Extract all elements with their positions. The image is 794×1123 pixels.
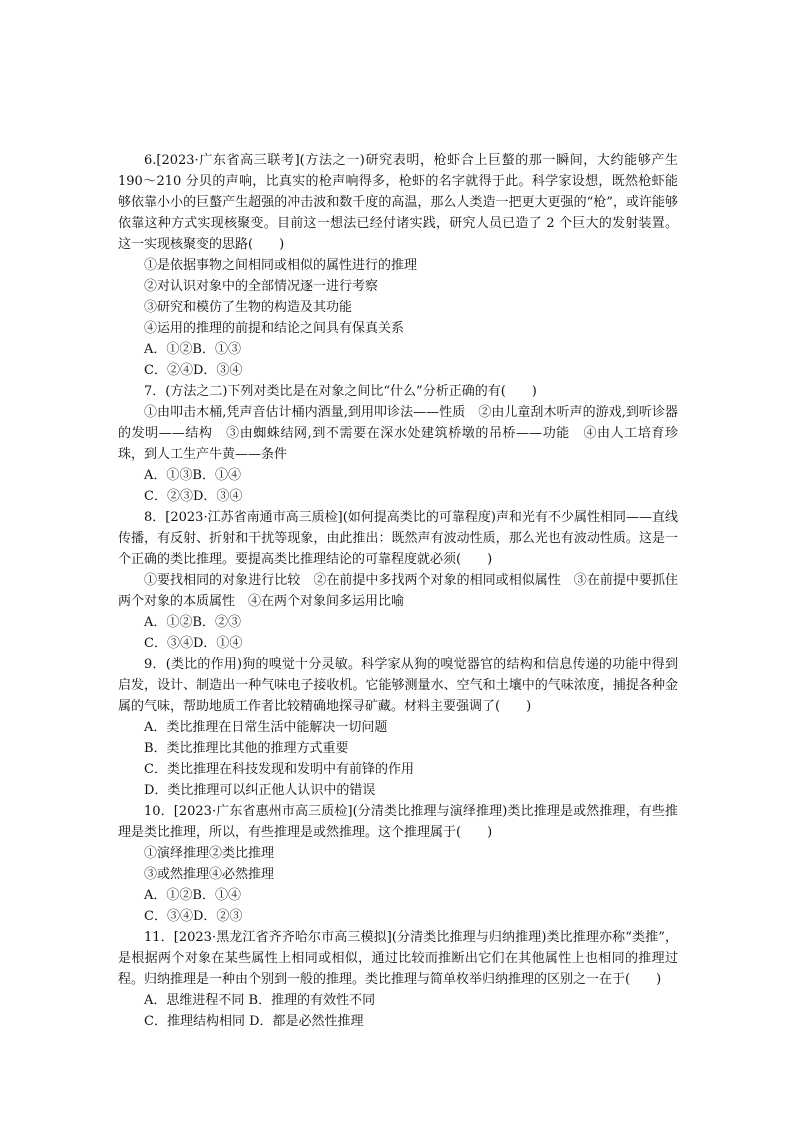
- answer-options: C．②③D．③④: [144, 489, 243, 504]
- statement-item: ②对认识对象中的全部情况逐一进行考察: [144, 279, 379, 294]
- answer-option: D．类比推理可以纠正他人认识中的错误: [144, 783, 376, 798]
- document-page: [118, 150, 678, 1032]
- answer-options: A．①②B．②③: [144, 615, 241, 630]
- answer-options: C．③④D．①④: [144, 636, 243, 651]
- question-6: [118, 150, 678, 381]
- question-9: [118, 654, 678, 801]
- answer-option: B．类比推理比其他的推理方式重要: [144, 741, 349, 756]
- answer-options: A．①②B．①④: [144, 888, 241, 903]
- statement-item: ④运用的推理的前提和结论之间具有保真关系: [144, 321, 405, 336]
- question-8: [118, 507, 678, 654]
- answer-options: A．①②B．①③: [144, 342, 241, 357]
- answer-options: A．思维进程不同 B．推理的有效性不同: [144, 993, 376, 1008]
- answer-options: C．②④D．③④: [144, 363, 243, 378]
- question-stem: 11．[2023·黑龙江省齐齐哈尔市高三模拟](分清类比推理与归纳推理)类比推理亦称“类推”，是根据两个对象在某些属性上相同或相似，通过比较而推断出它们在其他属性上也相同的推理过程。归纳推理是一种由个别到一般的推理。类比推理与简单枚举归纳推理的区别之一在于( ): [118, 930, 678, 987]
- statement-item: ③或然推理④必然推理: [144, 867, 275, 882]
- statement-paragraph: ①要找相同的对象进行比较 ②在前提中多找两个对象的相同或相似属性 ③在前提中要抓住两个对象的本质属性 ④在两个对象间多运用比喻: [118, 573, 678, 609]
- question-stem: 8．[2023·江苏省南通市高三质检](如何提高类比的可靠程度)声和光有不少属性相同——直线传播，有反射、折射和干扰等现象，由此推出：既然声有波动性质，那么光也有波动性质。这是一个正确的类比推理。要提高类比推理结论的可靠程度就必须( ): [118, 510, 678, 567]
- question-10: [118, 801, 678, 927]
- question-7: [118, 381, 678, 507]
- statement-item: ③研究和模仿了生物的构造及其功能: [144, 300, 353, 315]
- answer-options: A．①③B．①④: [144, 468, 241, 483]
- question-stem: 7．(方法之二)下列对类比是在对象之间比“什么”分析正确的有( ): [144, 384, 537, 399]
- question-stem: 10．[2023·广东省惠州市高三质检](分清类比推理与演绎推理)类比推理是或然推理，有些推理是类比推理，所以，有些推理是或然推理。这个推理属于( ): [118, 804, 678, 840]
- question-stem: 9．(类比的作用)狗的嗅觉十分灵敏。科学家从狗的嗅觉器官的结构和信息传递的功能中得到启发，设计、制造出一种气味电子接收机。它能够测量水、空气和土壤中的气味浓度，捕捉各种金属的气味，帮助地质工作者比较精确地探寻矿藏。材料主要强调了( ): [118, 657, 678, 714]
- answer-option: C．类比推理在科技发现和发明中有前锋的作用: [144, 762, 414, 777]
- question-stem: 6.[2023·广东省高三联考](方法之一)研究表明，枪虾合上巨螯的那一瞬间，大约能够产生 190～210 分贝的声响，比真实的枪声响得多，枪虾的名字就得于此。科学家设想，既然枪虾能够依靠小小的巨螯产生超强的冲击波和数千度的高温，那么人类造一把更大更强的“枪”，或许能够依靠这种方式实现核聚变。目前这一想法已经付诸实践，研究人员已造了 2 个巨大的发射装置。这一实现核聚变的思路( ): [118, 153, 678, 252]
- statement-item: ①演绎推理②类比推理: [144, 846, 275, 861]
- question-11: [118, 927, 678, 1032]
- answer-option: A．类比推理在日常生活中能解决一切问题: [144, 720, 388, 735]
- statement-paragraph: ①由叩击木桶,凭声音估计桶内酒量,到用叩诊法——性质 ②由儿童刮木听声的游戏,到听诊器的发明——结构 ③由蜘蛛结网,到不需要在深水处建筑桥墩的吊桥——功能 ④由人工培育珍珠，到人工生产牛黄——条件: [118, 405, 678, 462]
- answer-options: C．③④D．②③: [144, 909, 243, 924]
- statement-item: ①是依据事物之间相同或相似的属性进行的推理: [144, 258, 418, 273]
- answer-options: C．推理结构相同 D．都是必然性推理: [144, 1014, 364, 1029]
